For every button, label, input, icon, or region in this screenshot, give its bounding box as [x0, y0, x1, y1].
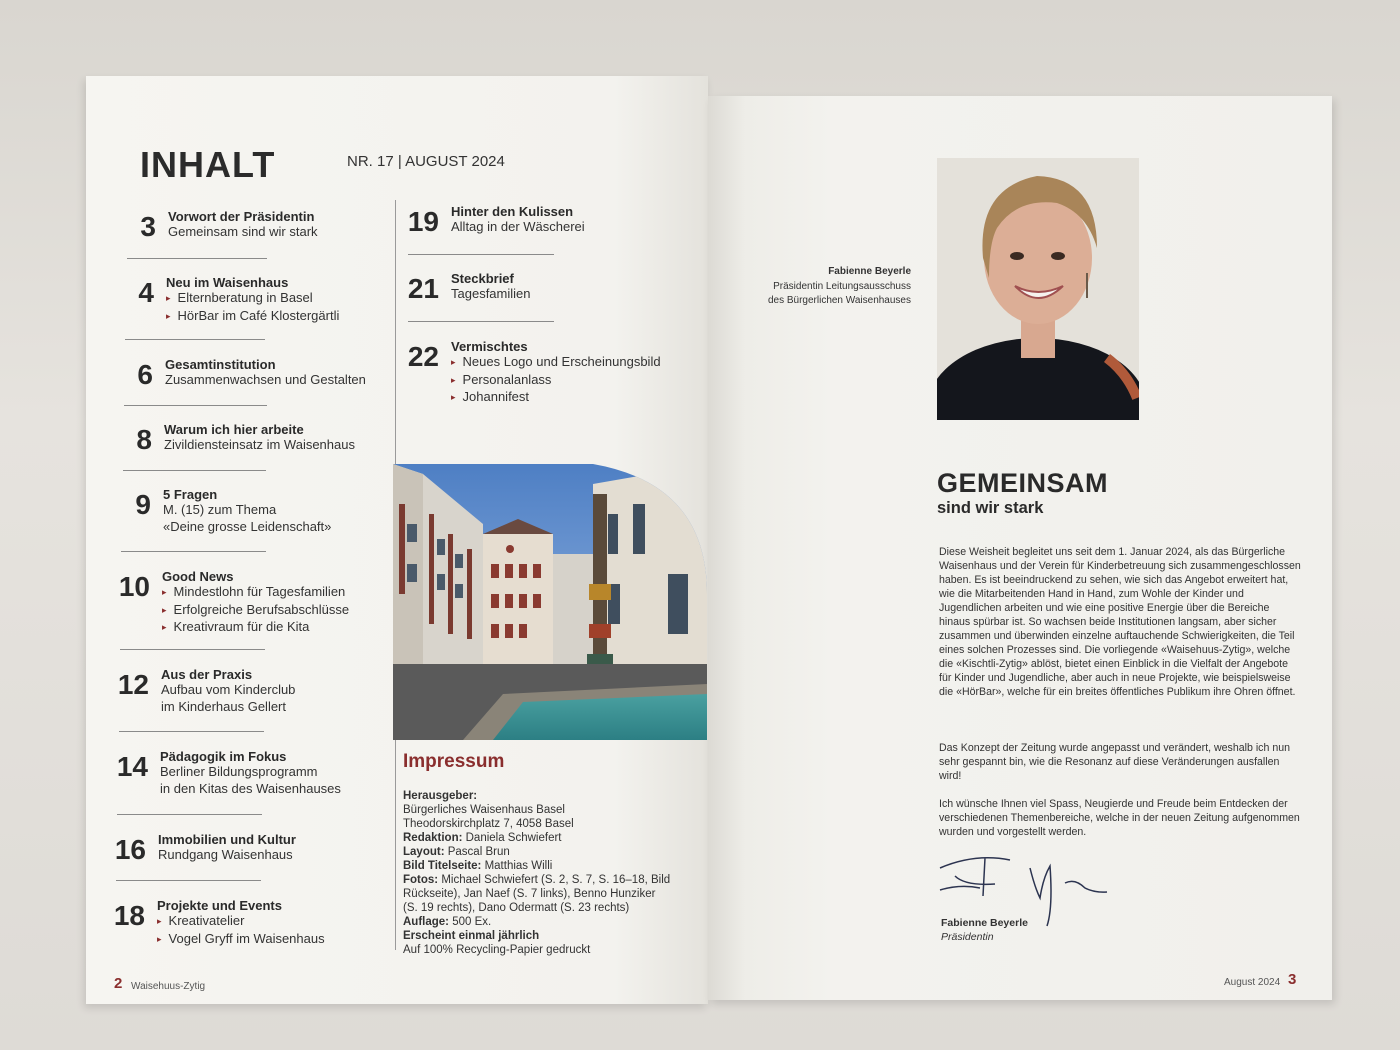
toc-page-number: 6: [137, 359, 153, 390]
toc-entry-text: [451, 339, 691, 407]
toc-entry-title: Neu im Waisenhaus: [166, 275, 289, 290]
signature-role: Präsidentin: [941, 931, 994, 943]
impressum-label: Layout:: [403, 846, 445, 858]
impressum-line: [403, 915, 693, 929]
toc-entry-text: [165, 357, 405, 389]
courtyard-photo: [393, 464, 707, 740]
toc-page-number: 12: [117, 669, 149, 700]
toc-page-number: 10: [118, 571, 150, 602]
issue-number: NR. 17 | AUGUST 2024: [347, 153, 505, 170]
portrait-caption-role-1: Präsidentin Leitungsausschuss: [773, 281, 911, 292]
toc-entry-title: Warum ich hier arbeite: [164, 422, 304, 437]
toc-entry-bullet: [451, 372, 691, 390]
toc-entry-text: [168, 209, 408, 241]
page-number-right: 3: [1288, 971, 1297, 988]
toc-entry-subtitle: Gemeinsam sind wir stark: [168, 224, 318, 239]
toc-entry-text: [451, 204, 691, 236]
impressum-value: Daniela Schwiefert: [462, 832, 562, 844]
impressum-label: Bild Titelseite:: [403, 860, 482, 872]
toc-entry-text: [166, 275, 406, 325]
impressum-label: Erscheint einmal jährlich: [403, 930, 540, 942]
toc-bullet-text: Elternberatung in Basel: [177, 290, 313, 305]
impressum-value: Pascal Brun: [444, 846, 510, 858]
toc-bullet-text: Kreativatelier: [168, 913, 245, 928]
portrait-caption-role-2: des Bürgerlichen Waisenhauses: [767, 295, 911, 306]
article-paragraph-3: Ich wünsche Ihnen viel Spass, Neugierde und Freude beim Entdecken der verschiedenen Themenbereiche, welche in der neuen Zeitung aufgenommen wurden und vorgestellt werden.: [939, 798, 1300, 838]
toc-entry-bullet: [166, 308, 406, 326]
toc-entry-subtitle: Alltag in der Wäscherei: [451, 219, 585, 234]
toc-entry-subtitle: in den Kitas des Waisenhauses: [160, 780, 341, 796]
impressum-label: Redaktion:: [403, 832, 463, 844]
impressum-value: Bürgerliches Waisenhaus Basel: [403, 804, 565, 816]
toc-bullet-text: Johannifest: [462, 389, 530, 404]
toc-entry-bullet: [166, 290, 406, 308]
article-paragraph-1: Diese Weisheit begleitet uns seit dem 1. Januar 2024, als das Bürgerliche Waisenhaus und der Verein für Kinderbetreuung sich zusammengeschlossen haben. Es ist beeindruckend zu sehen, wie sich das Angebot erweitert hat, wie die Mitarbeitenden Hand in Hand, zum Wohle der Kinder und Jugendlichen arbeiten und wie eine positive Energie über die Bereiche hinaus spürbar ist. So wachsen beide Institutionen langsam, aber sicher zusammen und überwinden einzelne auftauchende Schwierigkeiten, die Teil eines solchen Prozesses sind. Die vorliegende «Waisehuus-Zytig», welche die «Kischtli-Zytig» ablöst, bietet einen Einblick in die Vielfalt der Angebote für Kinder und Jugendliche, aber auch in neue Projekte, wie beispielsweise die «HörBar», welche für ein breites öffentliches Publikum ihre Ohren öffnet.: [939, 546, 1301, 698]
toc-divider: [119, 731, 264, 732]
toc-bullet-text: Mindestlohn für Tagesfamilien: [173, 584, 346, 599]
impressum-value: Rückseite), Jan Naef (S. 7 links), Benno Hunziker: [403, 888, 656, 900]
toc-divider: [408, 254, 554, 255]
impressum-label: Auflage:: [403, 916, 449, 928]
impressum-line: [403, 887, 693, 901]
toc-entry-bullet: [162, 584, 402, 602]
impressum-label: Fotos:: [403, 874, 439, 886]
toc-entry-text: [164, 422, 404, 454]
toc-entry-text: [160, 749, 400, 797]
toc-bullet-text: Vogel Gryff im Waisenhaus: [168, 930, 325, 946]
impressum-heading: Impressum: [403, 751, 505, 772]
toc-entry-title: Vorwort der Präsidentin: [168, 209, 315, 224]
impressum-line: [403, 901, 693, 915]
toc-divider: [127, 258, 267, 259]
footer-date: August 2024: [1224, 977, 1281, 988]
toc-bullet-text: Personalanlass: [462, 371, 552, 387]
toc-entry-subtitle: Zivildiensteinsatz im Waisenhaus: [164, 437, 355, 452]
impressum-value: (S. 19 rechts), Dano Odermatt (S. 23 rechts): [403, 902, 630, 914]
handwritten-signature: [935, 848, 1115, 928]
toc-entry-text: [158, 832, 398, 864]
toc-entry-subtitle: Rundgang Waisenhaus: [158, 847, 293, 862]
toc-page-number: 22: [407, 341, 439, 372]
contents-heading: INHALT: [140, 144, 276, 185]
toc-bullet-text: Kreativraum für die Kita: [173, 619, 310, 634]
impressum-line: [403, 929, 693, 943]
toc-page-number: 8: [136, 424, 152, 455]
toc-entry-title: Pädagogik im Fokus: [160, 749, 287, 764]
toc-entry-text: [157, 898, 397, 948]
page-number-left: 2: [114, 975, 123, 992]
toc-entry-title: Good News: [162, 569, 234, 584]
toc-entry-text: [162, 569, 402, 637]
toc-entry-title: Hinter den Kulissen: [451, 204, 574, 219]
impressum-value: Michael Schwiefert (S. 2, S. 7, S. 16–18, Bild: [438, 874, 671, 886]
toc-entry-bullet: [157, 913, 397, 931]
toc-entry-text: [163, 487, 403, 535]
toc-entry-title: Vermischtes: [451, 339, 528, 354]
portrait-photo: [937, 158, 1139, 420]
impressum-line: [403, 845, 693, 859]
impressum-line: [403, 859, 693, 873]
toc-entry-text: [161, 667, 401, 715]
toc-entry-subtitle: «Deine grosse Leidenschaft»: [163, 518, 332, 534]
impressum-line: [403, 943, 693, 957]
article-paragraph-2: Das Konzept der Zeitung wurde angepasst und verändert, weshalb ich nun sehr gespannt bin, wie die Resonanz auf diese Veränderungen ausfallen wird!: [939, 742, 1290, 782]
impressum-block: [403, 789, 693, 957]
toc-page-number: 19: [407, 206, 439, 237]
toc-page-number: 14: [116, 751, 148, 782]
toc-page-number: 21: [407, 273, 439, 304]
toc-entry-bullet: [162, 619, 402, 637]
toc-entry-subtitle: M. (15) zum Thema: [163, 502, 277, 517]
impressum-label: Herausgeber:: [403, 790, 478, 802]
toc-entry-subtitle: Zusammenwachsen und Gestalten: [165, 372, 366, 387]
toc-entry-title: Gesamtinstitution: [165, 357, 276, 372]
article-headline: GEMEINSAM: [937, 468, 1109, 498]
portrait-caption-name: Fabienne Beyerle: [828, 266, 911, 277]
toc-page-number: 18: [113, 900, 145, 931]
toc-page-number: 16: [114, 834, 146, 865]
toc-divider: [124, 405, 267, 406]
toc-page-number: 9: [135, 489, 151, 520]
impressum-value: Theodorskirchplatz 7, 4058 Basel: [403, 818, 574, 830]
impressum-line: [403, 831, 693, 845]
toc-divider: [116, 880, 261, 881]
toc-entry-subtitle: Berliner Bildungsprogramm: [160, 764, 318, 779]
toc-entry-bullet: [162, 602, 402, 620]
toc-entry-text: [451, 271, 691, 303]
toc-entry-title: Steckbrief: [451, 271, 514, 286]
toc-divider: [121, 551, 266, 552]
toc-entry-subtitle: Aufbau vom Kinderclub: [161, 682, 296, 697]
toc-entry-subtitle: Tagesfamilien: [451, 286, 531, 301]
toc-entry-title: Immobilien und Kultur: [158, 832, 296, 847]
toc-divider: [120, 649, 265, 650]
impressum-line: [403, 873, 693, 887]
impressum-line: [403, 817, 693, 831]
toc-bullet-text: Erfolgreiche Berufsabschlüsse: [173, 601, 350, 617]
toc-divider: [408, 321, 554, 322]
toc-entry-title: Projekte und Events: [157, 898, 282, 913]
signature-name: Fabienne Beyerle: [941, 917, 1028, 929]
toc-entry-title: Aus der Praxis: [161, 667, 253, 682]
impressum-value: Auf 100% Recycling-Papier gedruckt: [403, 944, 591, 956]
toc-entry-bullet: [451, 354, 691, 372]
toc-divider: [117, 814, 262, 815]
toc-entry-bullet: [157, 931, 397, 949]
toc-entry-title: 5 Fragen: [163, 487, 218, 502]
toc-divider: [123, 470, 266, 471]
toc-page-number: 4: [138, 277, 154, 308]
impressum-line: [403, 789, 693, 803]
article-subheadline: sind wir stark: [937, 499, 1044, 517]
toc-entry-bullet: [451, 389, 691, 407]
toc-page-number: 3: [140, 211, 156, 242]
impressum-value: 500 Ex.: [449, 916, 492, 928]
footer-publication: Waisehuus-Zytig: [131, 981, 206, 992]
toc-divider: [125, 339, 265, 340]
toc-entry-subtitle: im Kinderhaus Gellert: [161, 698, 286, 714]
impressum-value: Matthias Willi: [481, 860, 553, 872]
toc-bullet-text: Neues Logo und Erscheinungsbild: [462, 354, 661, 369]
toc-bullet-text: HörBar im Café Klostergärtli: [177, 307, 340, 323]
impressum-line: [403, 803, 693, 817]
